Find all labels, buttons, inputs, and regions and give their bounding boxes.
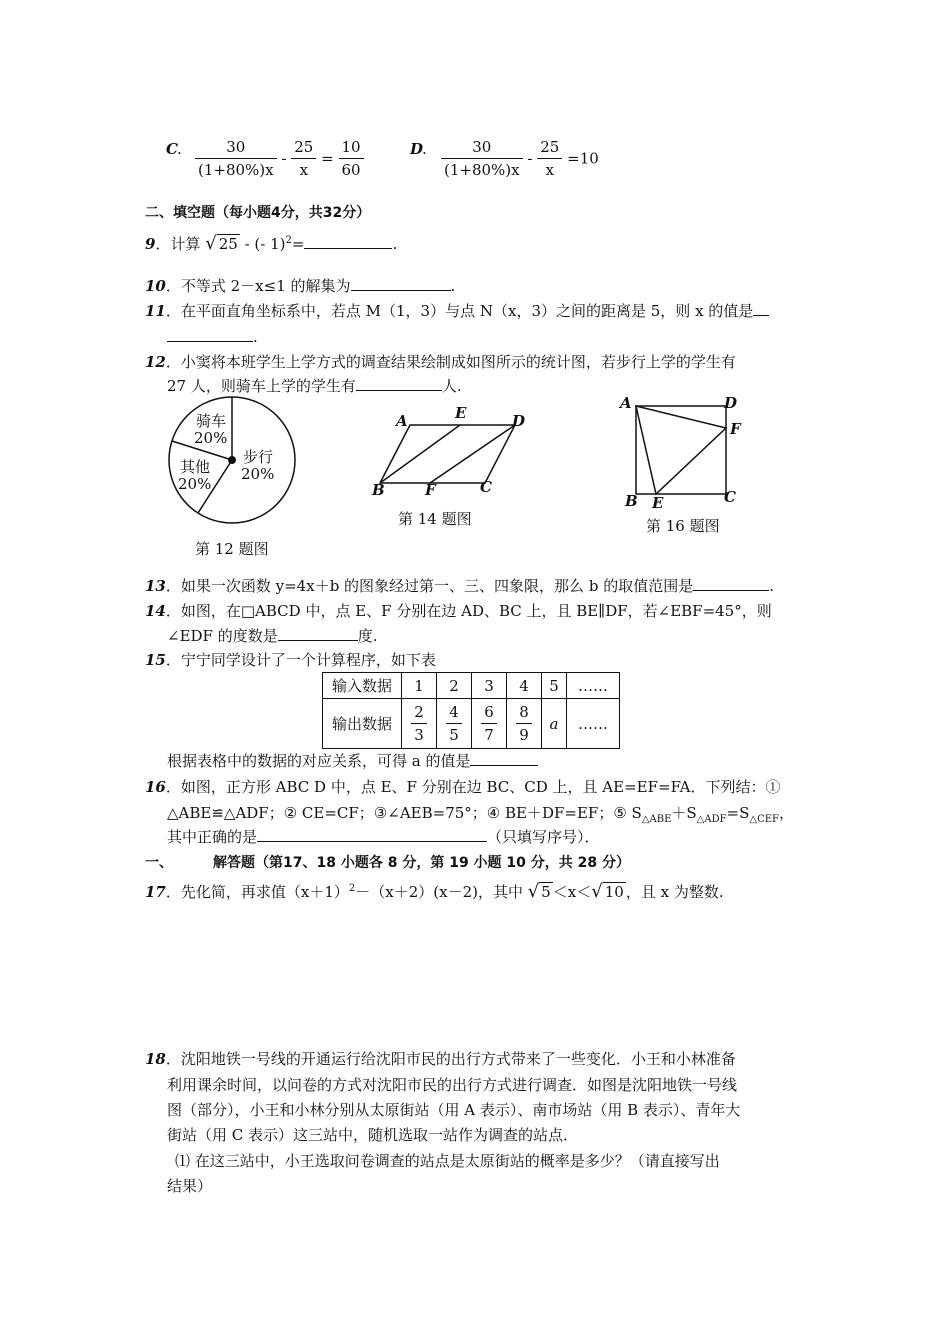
fraction: $\frac{25}{x}$ [291,136,316,181]
slice-label: 骑车 [196,412,227,430]
table-cell: …… [567,673,620,699]
section-heading: 一、 解答题（第17、18 小题各 8 分，第 19 小题 10 分，共 28 分） [145,855,631,871]
answer-blank[interactable] [278,626,358,641]
table-cell: $\frac{4}{5}$ [437,699,472,749]
figure-caption: 第 14 题图 [398,510,472,528]
section-heading: 二、填空题（每小题4分，共32分） [145,205,371,221]
question-15: 15．宁宁同学设计了一个计算程序，如下表 [145,651,436,669]
segment-be [380,425,460,483]
table-cell: 2 [437,673,472,699]
option-d-expression: $\frac{30}{(1+80\%)x}$ - $\frac{25}{x}$ =10 [441,136,599,181]
slice-label: 步行 [243,448,274,466]
table-cell: 3 [472,673,507,699]
answer-blank[interactable] [351,276,451,291]
vertex-label: B [372,481,385,499]
question-11: 11．在平面直角坐标系中，若点 M（1，3）与点 N（x，3）之间的距离是 5，则 x 的值是 [145,300,769,322]
option-c-label: C [166,140,178,158]
table-header: 输入数据 [323,673,402,699]
question-13: 13．如果一次函数 y=4x＋b 的图象经过第一、三、四象限，那么 b 的取值范围是 . [145,577,774,595]
table-cell: $\frac{8}{9}$ [507,699,542,749]
vertex-label: B [625,492,638,510]
program-table [322,672,620,749]
fraction: $\frac{30}{(1+80\%)x}$ [195,136,277,181]
vertex-label: C [480,478,492,496]
slice-value: 20% [194,429,228,447]
table-header: 输出数据 [323,699,402,749]
question-10: 10．不等式 2－x≤1 的解集为 . [145,277,456,295]
figure-caption: 第 16 题图 [646,517,720,535]
slice-value: 20% [241,465,275,483]
question-18: 18．沈阳地铁一号线的开通运行给沈阳市民的出行方式带来了一些变化．小王和小林准备 [145,1050,736,1068]
segment-df [430,425,515,483]
question-12: 12．小窦将本班学生上学方式的调查结果绘制成如图所示的统计图，若步行上学的学生有 [145,353,736,371]
answer-blank[interactable] [304,234,392,249]
question-14: 14．如图，在□ABCD 中，点 E、F 分别在边 AD、BC 上，且 BE∥DF，若∠EBF=45°，则 [145,602,772,620]
question-17: 17．先化简，再求值$(x+1)^2-(x+2)(x-2)$，其中 √ 5 ＜x＜√ 10 ，且 x 为整数. [145,881,724,902]
table-cell: $\frac{6}{7}$ [472,699,507,749]
pie-center [228,456,236,464]
vertex-label: E [652,494,664,512]
answer-blank[interactable] [356,376,442,391]
answer-blank[interactable] [753,301,769,316]
vertex-label: F [730,420,741,438]
question-16: 16．如图，正方形 ABC D 中，点 E、F 分别在边 BC、CD 上，且 AE=EF=FA．下列结：① [145,778,781,796]
table-row [323,673,620,699]
answer-blank[interactable] [470,751,538,766]
table-cell: 5 [542,673,567,699]
question-9: 9．计算 √ 25 - (- 1)$^2$= . [145,233,398,254]
answer-blank[interactable] [693,576,769,591]
slice-value: 20% [178,475,212,493]
vertex-label: A [396,412,408,430]
fraction: $\frac{25}{x}$ [537,136,562,181]
answer-blank[interactable] [167,327,253,342]
table-cell: a [542,699,567,749]
answer-blank[interactable] [257,827,487,842]
option-d-label: D [410,140,424,158]
table-cell: …… [567,699,620,749]
vertex-label: C [724,488,736,506]
vertex-label: E [455,404,467,422]
square-figure [630,400,735,500]
square-abcd [636,406,726,494]
option-c-expression: $\frac{30}{(1+80\%)x}$ - $\frac{25}{x}$ = $\frac{10}{60}$ [195,136,364,181]
fraction: $\frac{30}{(1+80\%)x}$ [441,136,523,181]
table-row [323,699,620,749]
vertex-label: A [620,394,632,412]
vertex-label: F [425,481,436,499]
figure-caption: 第 12 题图 [195,540,269,558]
table-cell: 1 [402,673,437,699]
vertex-label: D [512,412,526,430]
table-cell: $\frac{2}{3}$ [402,699,437,749]
question-15-prompt: 根据表格中的数据的对应关系，可得 a 的值是 [167,750,538,772]
table-cell: 4 [507,673,542,699]
fraction: $\frac{10}{60}$ [339,136,364,181]
vertex-label: D [724,394,738,412]
triangle-aef [636,406,726,494]
slice-label: 其他 [180,458,211,476]
